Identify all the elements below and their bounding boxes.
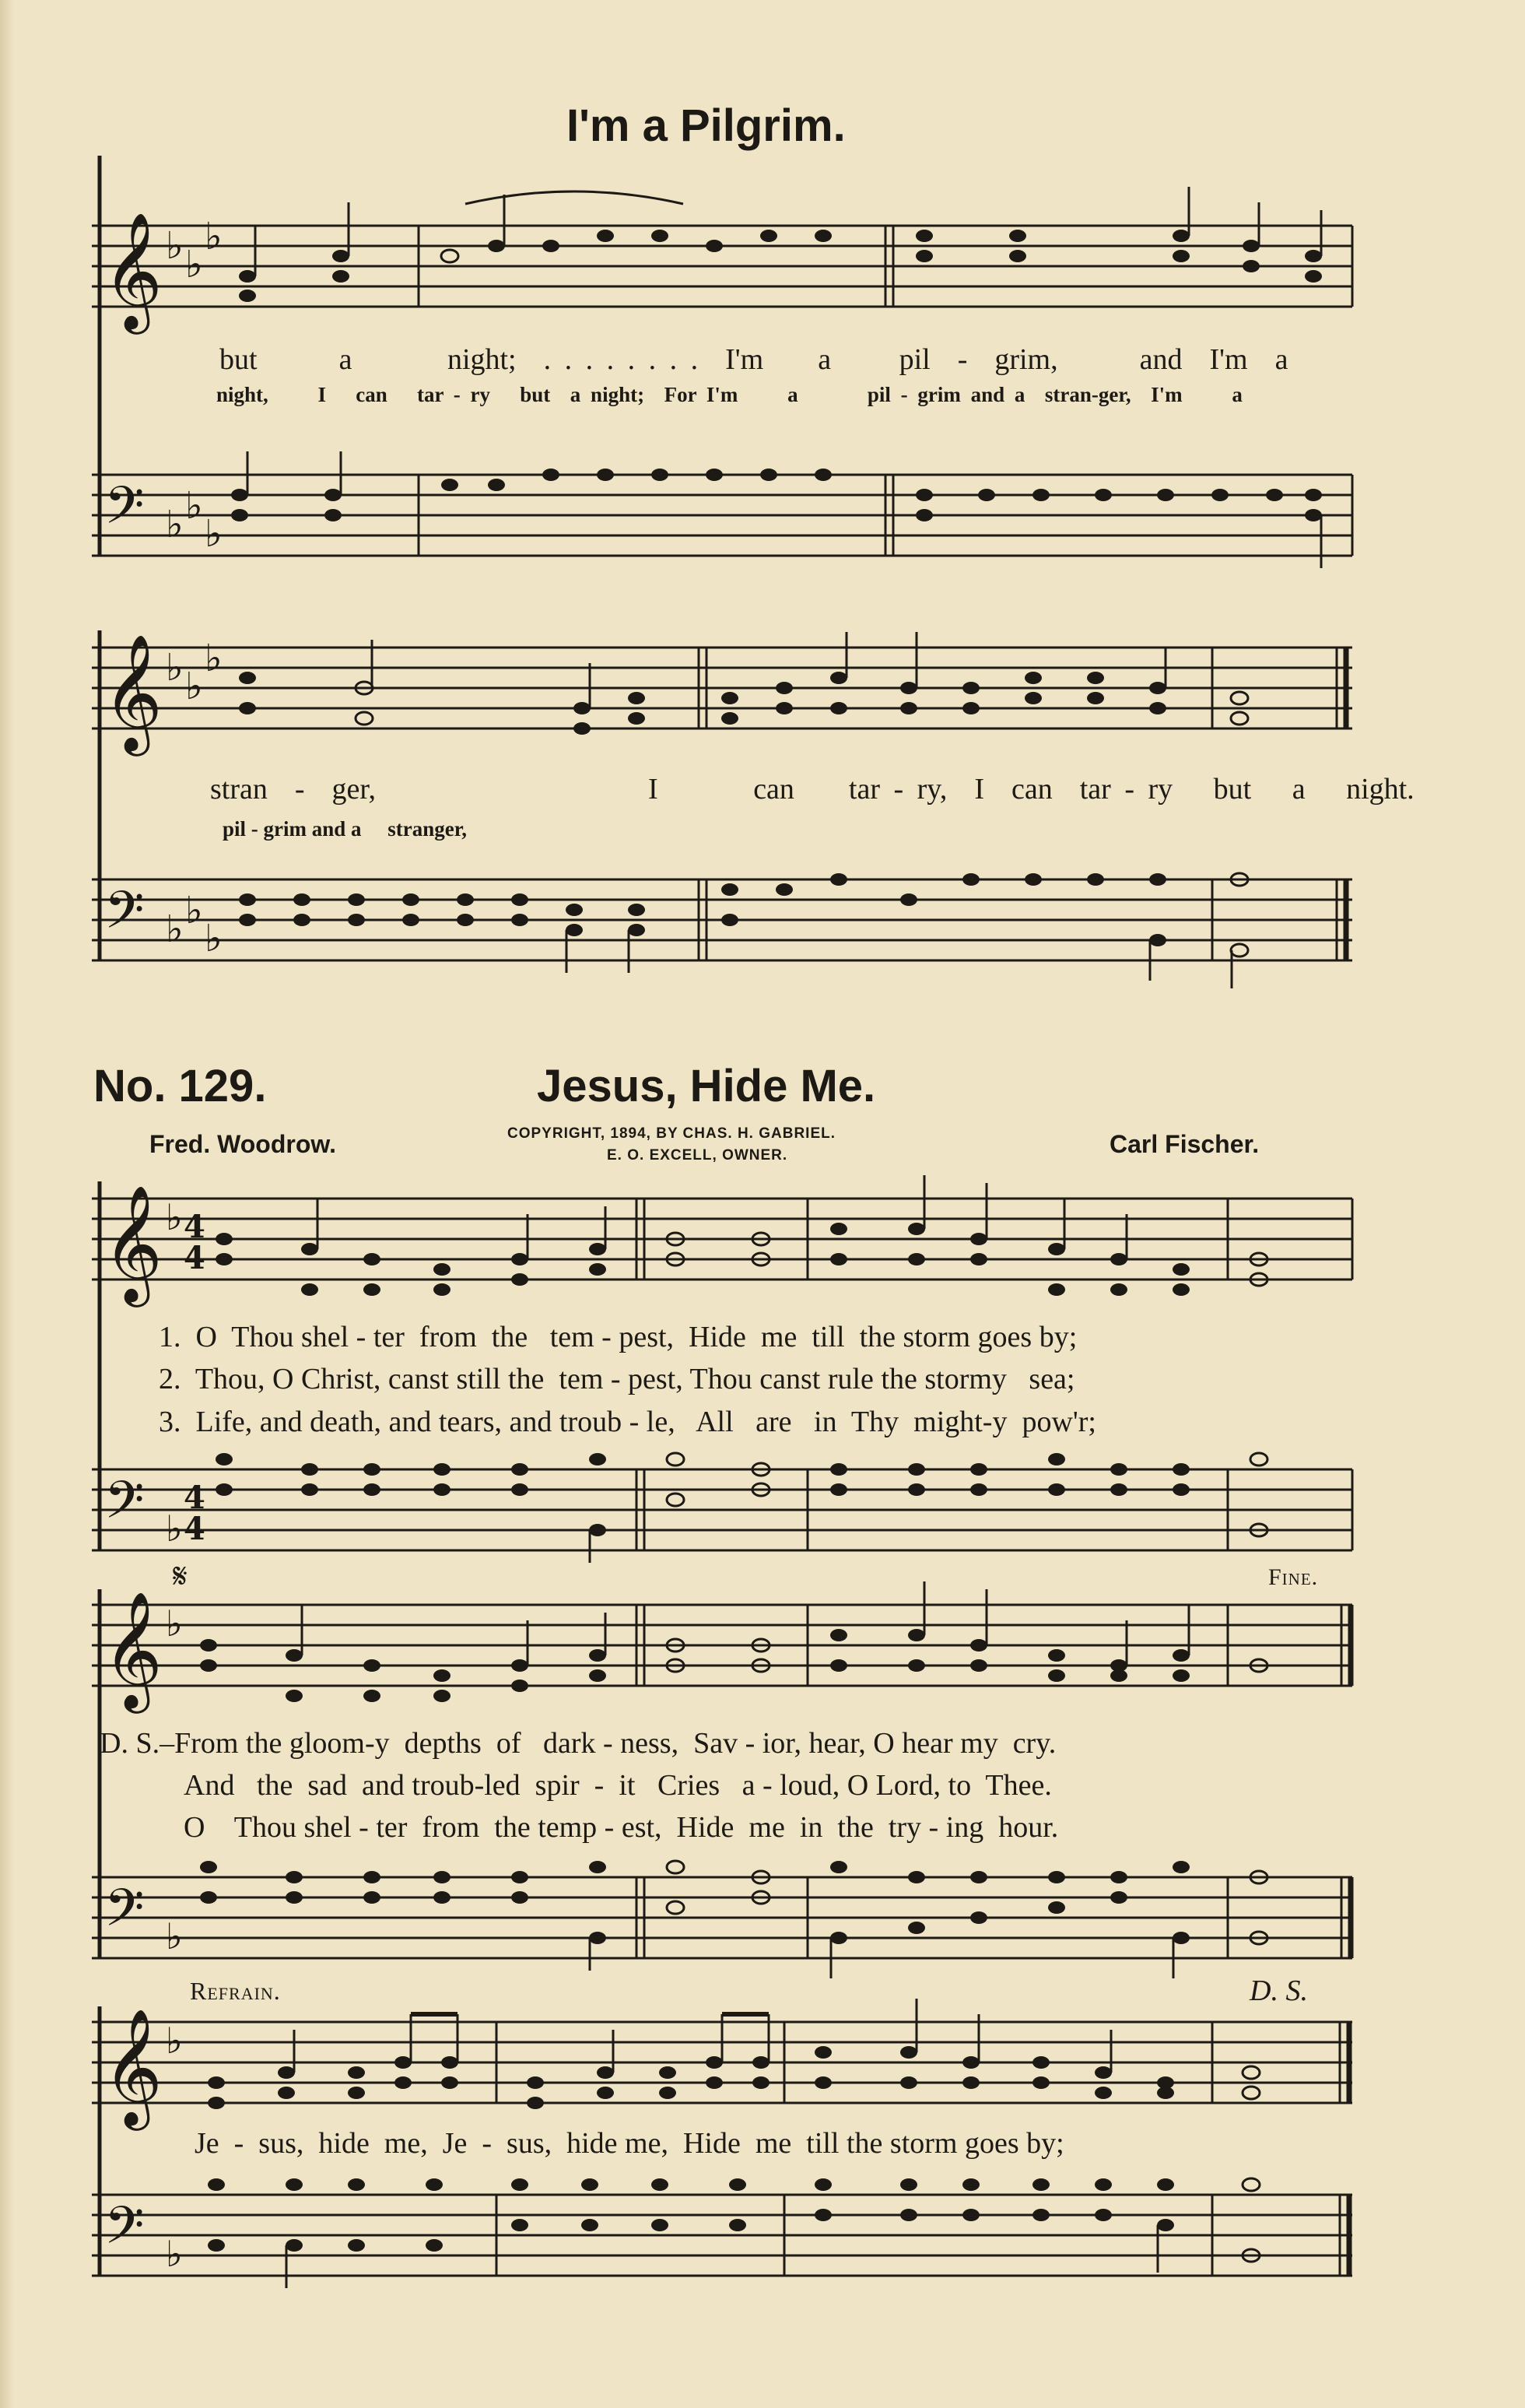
staff-lines [92, 1589, 1352, 1706]
lyric-line [210, 772, 1415, 806]
lyric-word: For I'm [664, 383, 738, 406]
hymn129-systemB-bass-staff [92, 1862, 1352, 1978]
refrain-lyrics: Je - sus, hide me, Je - sus, hide me, Hide me till the storm goes by; [195, 2127, 1064, 2160]
svg-text:♭: ♭ [166, 907, 184, 951]
lyric-word: a [787, 383, 798, 406]
page-binding-edge [0, 0, 14, 2408]
lyric-word: a [818, 343, 832, 376]
svg-text:♭: ♭ [166, 646, 184, 690]
lyric-word: night; [447, 343, 517, 376]
lyric-word: tar - ry [1079, 773, 1173, 806]
svg-text:♭: ♭ [185, 889, 203, 932]
staff-lines [92, 2006, 1352, 2123]
svg-text:♭: ♭ [166, 2233, 183, 2275]
lyric-word: pil [899, 343, 931, 376]
svg-text:♭: ♭ [205, 512, 223, 556]
copyright-line-2: E. O. EXCELL, OWNER. [607, 1147, 788, 1164]
lyric-word: stran [210, 773, 268, 806]
svg-text:♭: ♭ [205, 917, 223, 960]
svg-text:𝄢: 𝄢 [104, 2196, 145, 2268]
svg-text:𝄞: 𝄞 [103, 211, 163, 329]
ds-label: D. S. [1250, 1974, 1308, 2007]
svg-text:♭: ♭ [205, 215, 223, 258]
verse-3: 3. Life, and death, and tears, and troub - le, All are in Thy might-y pow'r; [159, 1406, 1096, 1438]
svg-text:♭: ♭ [205, 637, 223, 680]
lyric-line-alto [216, 383, 1243, 407]
svg-text:𝄞: 𝄞 [103, 1590, 163, 1708]
fine-label: Fine. [1268, 1564, 1319, 1590]
svg-text:♭: ♭ [166, 1602, 183, 1645]
segno-sign: 𝄋 [173, 1557, 188, 1595]
svg-text:𝄞: 𝄞 [103, 1184, 163, 1302]
hymn129-refrain-bass-staff [92, 2179, 1352, 2296]
lyric-word: I [317, 383, 327, 406]
hymn-title: Jesus, Hide Me. [537, 1061, 876, 1111]
lyric-word: grim, [994, 343, 1058, 376]
hymn129-systemB-treble-staff [92, 1589, 1352, 1706]
ds-line-3: O Thou shel - ter from the temp - est, Hide me in the try - ing hour. [184, 1811, 1059, 1844]
svg-text:♭: ♭ [166, 503, 184, 546]
lyric-word: can [356, 383, 387, 406]
staff-lines [92, 1862, 1352, 1978]
lyric-word: I'm [1209, 343, 1248, 376]
lyric-word: night, [216, 383, 268, 406]
lyric-word: can [753, 773, 794, 806]
hymn-composer: Carl Fischer. [1110, 1130, 1260, 1158]
refrain-label: Refrain. [190, 1977, 281, 2005]
svg-text:♭: ♭ [166, 1915, 183, 1957]
lyric-word: can [1011, 773, 1053, 806]
lyric-word: but [520, 383, 551, 406]
lyric-word: stran-ger, [1044, 383, 1131, 406]
lyric-word: I'm [1151, 383, 1183, 406]
lyric-word: a [338, 343, 352, 376]
svg-text:♭: ♭ [166, 2020, 183, 2062]
lyric-word: stranger, [387, 817, 468, 841]
svg-text:♭: ♭ [166, 1508, 183, 1550]
svg-text:𝄢: 𝄢 [104, 880, 145, 953]
svg-text:♭: ♭ [166, 1196, 183, 1238]
hymn128-system2-bass-staff [92, 864, 1352, 981]
hymn128-system1-treble-staff [92, 210, 1352, 327]
lyric-word: a night; [570, 383, 645, 406]
hymn-number: No. 129. [93, 1061, 267, 1111]
staff-lines [92, 210, 1352, 327]
lyric-word: I'm [725, 343, 764, 376]
svg-text:4: 4 [184, 1209, 205, 1245]
hymn128-system1-bass-staff [92, 459, 1352, 576]
lyric-word: pil - grim and a [867, 383, 1025, 406]
lyric-word: but [219, 343, 258, 376]
staff-lines [92, 459, 1352, 576]
lyric-word: a [1274, 343, 1288, 376]
svg-text:4: 4 [184, 1511, 205, 1547]
lyric-word: ger, [331, 773, 377, 806]
staff-lines [92, 632, 1352, 749]
svg-text:4: 4 [184, 1480, 205, 1516]
lyric-word: tar - ry, [848, 773, 948, 806]
staff-lines [92, 1183, 1352, 1300]
svg-text:𝄢: 𝄢 [104, 1470, 145, 1543]
lyric-word: tar - ry [417, 383, 491, 406]
lyric-word: a [1232, 383, 1243, 406]
hymn129-systemA-treble-staff [92, 1183, 1352, 1300]
lyric-line-alto [223, 817, 467, 841]
lyric-word: and [1139, 343, 1183, 376]
svg-text:♭: ♭ [166, 224, 184, 268]
svg-text:♭: ♭ [185, 243, 203, 286]
lyric-word: a [1292, 773, 1306, 806]
hymn-128-title: I'm a Pilgrim. [566, 100, 846, 151]
lyric-word: I [648, 773, 658, 806]
svg-text:♭: ♭ [185, 484, 203, 528]
lyric-line [219, 342, 1288, 377]
ds-line-2: And the sad and troub-led spir - it Cries a - loud, O Lord, to Thee. [184, 1769, 1052, 1802]
ds-line-1: D. S.–From the gloom-y depths of dark - ness, Sav - ior, hear, O hear my cry. [100, 1727, 1057, 1760]
lyric-word: - [957, 343, 968, 376]
svg-text:𝄢: 𝄢 [104, 476, 145, 548]
svg-text:♭: ♭ [185, 665, 203, 708]
lyric-word: night. [1346, 773, 1415, 806]
hymn129-refrain-treble-staff [92, 2006, 1352, 2123]
svg-text:𝄞: 𝄞 [103, 2007, 163, 2125]
svg-text:4: 4 [184, 1240, 205, 1276]
lyric-word: pil - grim and a [223, 817, 362, 841]
staff-lines [92, 1454, 1352, 1571]
hymn129-systemA-bass-staff [92, 1454, 1352, 1571]
lyric-word: - [294, 773, 305, 806]
lyric-word: . . . . . . . . [543, 343, 699, 376]
svg-text:𝄢: 𝄢 [104, 1878, 145, 1950]
verse-1: 1. O Thou shel - ter from the tem - pest, Hide me till the storm goes by; [159, 1321, 1078, 1353]
hymn-author: Fred. Woodrow. [149, 1130, 336, 1158]
lyric-word: but [1213, 773, 1252, 806]
lyric-word: I [974, 773, 984, 806]
verse-2: 2. Thou, O Christ, canst still the tem - pest, Thou canst rule the stormy sea; [159, 1363, 1075, 1395]
staff-lines [92, 2179, 1352, 2296]
copyright-line-1: COPYRIGHT, 1894, BY CHAS. H. GABRIEL. [507, 1125, 836, 1142]
svg-text:𝄞: 𝄞 [103, 633, 163, 751]
staff-lines [92, 864, 1352, 981]
hymn128-system2-treble-staff [92, 632, 1352, 749]
